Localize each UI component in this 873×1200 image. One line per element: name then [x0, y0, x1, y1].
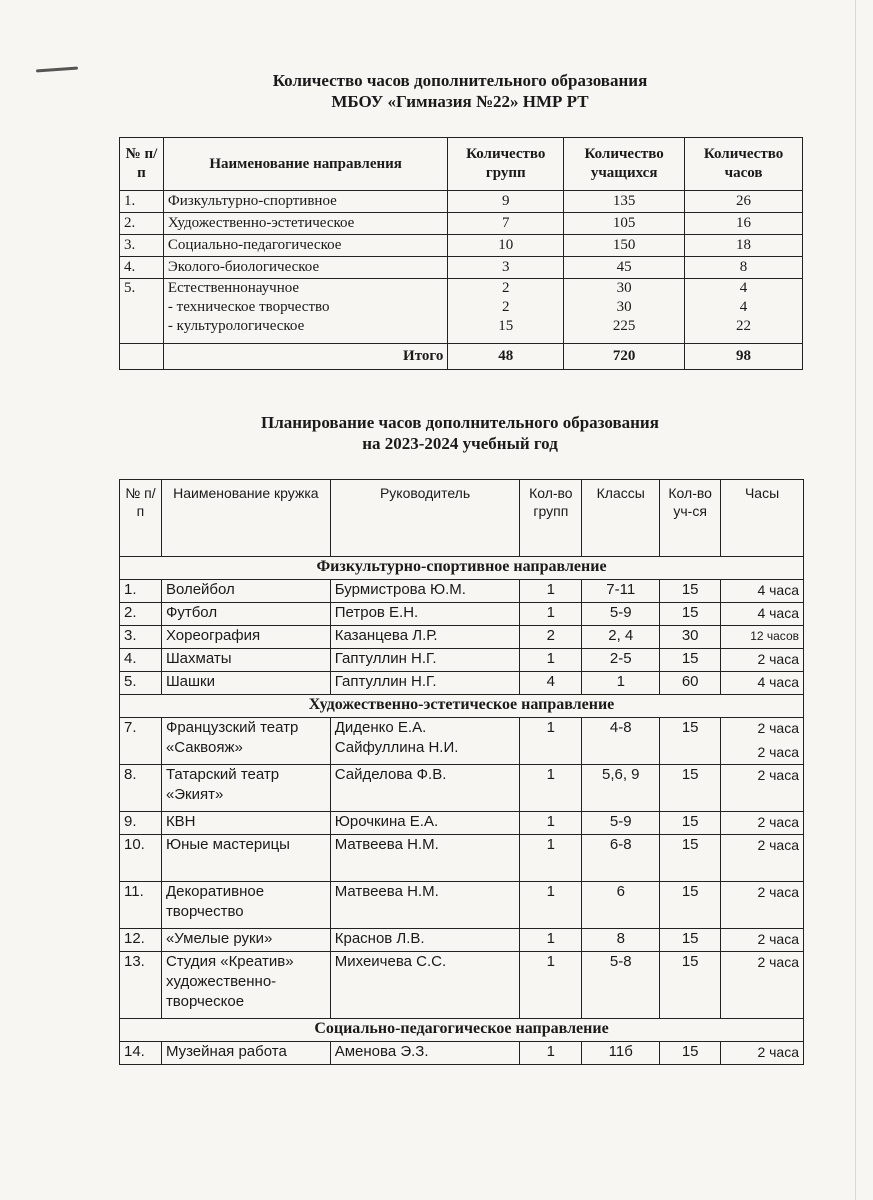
cell-leader: Юрочкина Е.А. — [330, 812, 520, 835]
table-row — [120, 929, 804, 952]
cell-num: 5. — [120, 279, 164, 344]
col-header-name: Наименование направления — [163, 138, 447, 191]
clubs-plan-table — [119, 479, 804, 1065]
table-row — [120, 603, 804, 626]
table-row — [120, 235, 803, 257]
cell-students: 150 — [564, 235, 685, 257]
cell-num: 12. — [120, 929, 162, 952]
table-row — [120, 1042, 804, 1065]
col-header-students: Кол-во уч-ся — [660, 480, 721, 557]
sub-value: 2 — [502, 280, 510, 296]
cell-empty — [120, 344, 164, 370]
cell-classes: 6 — [582, 882, 660, 929]
cell-classes: 5-8 — [582, 952, 660, 1019]
col-header-groups: Кол-во групп — [520, 480, 582, 557]
total-row — [120, 344, 803, 370]
cell-students: 15 — [660, 929, 721, 952]
cell-num: 14. — [120, 1042, 162, 1065]
cell-leader: Диденко Е.А. Сайфуллина Н.И. — [330, 718, 520, 765]
table-header-row — [120, 480, 804, 557]
cell-classes: 2, 4 — [582, 626, 660, 649]
cell-classes: 1 — [582, 672, 660, 695]
scan-edge — [855, 0, 856, 1200]
cell-club: Шашки — [161, 672, 330, 695]
cell-num: 2. — [120, 603, 162, 626]
cell-num: 2. — [120, 213, 164, 235]
cell-leader: Сайделова Ф.В. — [330, 765, 520, 812]
cell-groups: 1 — [520, 765, 582, 812]
hours-line: 2 часа — [757, 744, 799, 760]
cell-leader: Бурмистрова Ю.М. — [330, 580, 520, 603]
cell-leader: Краснов Л.В. — [330, 929, 520, 952]
cell-students: 15 — [660, 952, 721, 1019]
cell-num: 1. — [120, 191, 164, 213]
cell-leader: Михеичева С.С. — [330, 952, 520, 1019]
sub-value: 225 — [612, 318, 636, 334]
table-row — [120, 257, 803, 279]
table-row — [120, 952, 804, 1019]
cell-num: 10. — [120, 835, 162, 882]
col-header-leader: Руководитель — [330, 480, 520, 557]
cell-groups: 7 — [448, 213, 564, 235]
col-header-students: Количество учащихся — [564, 138, 685, 191]
cell-num: 9. — [120, 812, 162, 835]
cell-students: 30 — [660, 626, 721, 649]
heading-1-line2: МБОУ «Гимназия №22» НМР РТ — [331, 92, 589, 111]
hours-summary-table — [119, 137, 803, 370]
cell-hours — [721, 718, 804, 765]
cell-hours: 18 — [685, 235, 803, 257]
cell-hours: 8 — [685, 257, 803, 279]
section-title: Художественно-эстетическое направление — [120, 695, 804, 718]
cell-hours: 4 часа — [721, 580, 804, 603]
cell-classes: 8 — [582, 929, 660, 952]
table-row — [120, 626, 804, 649]
total-hours: 98 — [685, 344, 803, 370]
table-row — [120, 812, 804, 835]
cell-hours: 2 часа — [721, 929, 804, 952]
cell-hours: 2 часа — [721, 1042, 804, 1065]
section-row — [120, 557, 804, 580]
cell-name: Художественно-эстетическое — [163, 213, 447, 235]
cell-leader: Гаптуллин Н.Г. — [330, 649, 520, 672]
cell-groups: 1 — [520, 835, 582, 882]
col-header-hours: Количество часов — [685, 138, 803, 191]
cell-classes: 4-8 — [582, 718, 660, 765]
cell-students — [564, 279, 685, 344]
cell-club: КВН — [161, 812, 330, 835]
total-groups: 48 — [448, 344, 564, 370]
cell-hours — [685, 279, 803, 344]
section-title: Социально-педагогическое направление — [120, 1019, 804, 1042]
cell-classes: 5-9 — [582, 603, 660, 626]
sub-value: 15 — [498, 318, 514, 334]
sub-value: 4 — [739, 299, 748, 315]
cell-club: Футбол — [161, 603, 330, 626]
col-header-club: Наименование кружка — [161, 480, 330, 557]
cell-groups: 1 — [520, 952, 582, 1019]
cell-hours: 16 — [685, 213, 803, 235]
section-row — [120, 1019, 804, 1042]
cell-groups: 1 — [520, 649, 582, 672]
cell-students: 15 — [660, 765, 721, 812]
table-row — [120, 765, 804, 812]
heading-1 — [0, 70, 873, 112]
table-row — [120, 882, 804, 929]
sub-name: - техническое творчество — [167, 299, 330, 315]
cell-club: Шахматы — [161, 649, 330, 672]
cell-groups: 4 — [520, 672, 582, 695]
section-title: Физкультурно-спортивное направление — [120, 557, 804, 580]
table-row — [120, 835, 804, 882]
cell-name: Социально-педагогическое — [163, 235, 447, 257]
cell-classes: 7-11 — [582, 580, 660, 603]
cell-club: Татарский театр «Экият» — [161, 765, 330, 812]
sub-value: 4 — [739, 280, 748, 296]
table-row — [120, 718, 804, 765]
cell-club: Декоративное творчество — [161, 882, 330, 929]
heading-1-line1: Количество часов дополнительного образования — [272, 71, 648, 90]
cell-classes: 6-8 — [582, 835, 660, 882]
cell-groups: 1 — [520, 718, 582, 765]
cell-name: Эколого-биологическое — [163, 257, 447, 279]
cell-club: Студия «Креатив» художественно-творческое — [161, 952, 330, 1019]
cell-hours: 2 часа — [721, 882, 804, 929]
cell-groups: 1 — [520, 929, 582, 952]
cell-students: 45 — [564, 257, 685, 279]
cell-groups: 1 — [520, 1042, 582, 1065]
heading-2-line2: на 2023-2024 учебный год — [362, 434, 558, 453]
cell-groups: 1 — [520, 812, 582, 835]
cell-club: Хореография — [161, 626, 330, 649]
col-header-hours: Часы — [721, 480, 804, 557]
cell-groups: 1 — [520, 882, 582, 929]
cell-groups: 1 — [520, 580, 582, 603]
cell-num: 1. — [120, 580, 162, 603]
cell-students: 15 — [660, 603, 721, 626]
cell-students: 15 — [660, 812, 721, 835]
hours-line: 2 часа — [757, 720, 799, 736]
table-row — [120, 580, 804, 603]
cell-groups: 10 — [448, 235, 564, 257]
sub-value: 30 — [616, 299, 632, 315]
col-header-classes: Классы — [582, 480, 660, 557]
cell-leader: Матвеева Н.М. — [330, 882, 520, 929]
cell-club: Французский театр «Саквояж» — [161, 718, 330, 765]
cell-leader: Аменова Э.З. — [330, 1042, 520, 1065]
cell-club: Волейбол — [161, 580, 330, 603]
sub-value: 30 — [616, 280, 632, 296]
cell-groups: 3 — [448, 257, 564, 279]
cell-classes: 11б — [582, 1042, 660, 1065]
cell-students: 15 — [660, 835, 721, 882]
table-header-row — [120, 138, 803, 191]
cell-groups: 1 — [520, 603, 582, 626]
total-label: Итого — [163, 344, 447, 370]
cell-leader: Гаптуллин Н.Г. — [330, 672, 520, 695]
total-students: 720 — [564, 344, 685, 370]
cell-name: Физкультурно-спортивное — [163, 191, 447, 213]
cell-groups: 9 — [448, 191, 564, 213]
table-row — [120, 672, 804, 695]
cell-name — [163, 279, 447, 344]
cell-leader: Петров Е.Н. — [330, 603, 520, 626]
sub-name: Естественнонаучное — [167, 280, 300, 296]
cell-students: 135 — [564, 191, 685, 213]
col-header-groups: Количество групп — [448, 138, 564, 191]
cell-classes: 5,6, 9 — [582, 765, 660, 812]
cell-hours: 2 часа — [721, 952, 804, 1019]
sub-value: 22 — [736, 318, 752, 334]
table-row — [120, 649, 804, 672]
cell-num: 7. — [120, 718, 162, 765]
cell-students: 105 — [564, 213, 685, 235]
cell-num: 4. — [120, 649, 162, 672]
sub-value: 2 — [502, 299, 510, 315]
cell-students: 15 — [660, 718, 721, 765]
cell-students: 15 — [660, 1042, 721, 1065]
cell-hours: 4 часа — [721, 603, 804, 626]
cell-club: «Умелые руки» — [161, 929, 330, 952]
cell-students: 15 — [660, 580, 721, 603]
cell-hours: 12 часов — [721, 626, 804, 649]
cell-num: 5. — [120, 672, 162, 695]
cell-num: 13. — [120, 952, 162, 1019]
table-row — [120, 191, 803, 213]
cell-hours: 2 часа — [721, 835, 804, 882]
col-header-num: № п/п — [120, 138, 164, 191]
cell-students: 15 — [660, 882, 721, 929]
cell-groups: 2 — [520, 626, 582, 649]
section-row — [120, 695, 804, 718]
cell-num: 11. — [120, 882, 162, 929]
cell-leader: Казанцева Л.Р. — [330, 626, 520, 649]
cell-groups — [448, 279, 564, 344]
cell-hours: 2 часа — [721, 765, 804, 812]
cell-classes: 5-9 — [582, 812, 660, 835]
cell-num: 8. — [120, 765, 162, 812]
cell-num: 3. — [120, 235, 164, 257]
sub-name: - культурологическое — [167, 318, 305, 334]
cell-students: 15 — [660, 649, 721, 672]
cell-club: Юные мастерицы — [161, 835, 330, 882]
cell-classes: 2-5 — [582, 649, 660, 672]
table-row — [120, 279, 803, 344]
heading-2 — [0, 412, 873, 454]
cell-hours: 2 часа — [721, 649, 804, 672]
cell-hours: 2 часа — [721, 812, 804, 835]
table-row — [120, 213, 803, 235]
cell-hours: 4 часа — [721, 672, 804, 695]
cell-hours: 26 — [685, 191, 803, 213]
cell-club: Музейная работа — [161, 1042, 330, 1065]
cell-num: 4. — [120, 257, 164, 279]
cell-leader: Матвеева Н.М. — [330, 835, 520, 882]
heading-2-line1: Планирование часов дополнительного образования — [261, 413, 659, 432]
col-header-num: № п/п — [120, 480, 162, 557]
cell-students: 60 — [660, 672, 721, 695]
cell-num: 3. — [120, 626, 162, 649]
